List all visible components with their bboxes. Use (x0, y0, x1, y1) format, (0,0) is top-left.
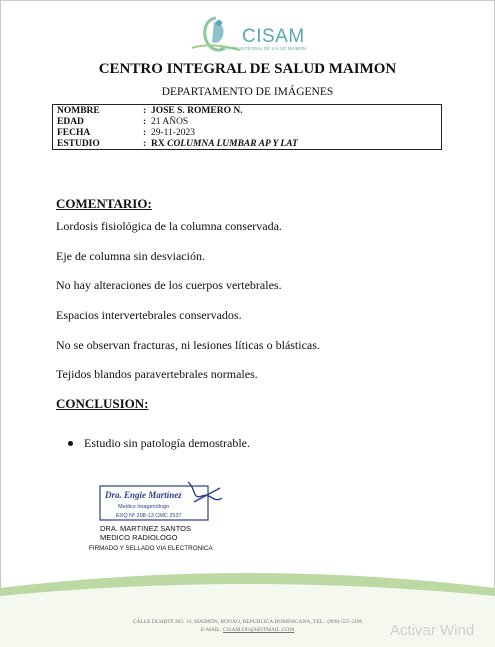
date-label: FECHA (57, 128, 91, 138)
study-value (151, 139, 298, 150)
patient-name-row (57, 106, 437, 117)
separator: : (143, 106, 147, 116)
stamp-ids: EXQ Nº 208-13 CMC 2537 (116, 513, 182, 519)
cisam-logo (190, 14, 310, 56)
email-link[interactable]: CISAM.DO@HOTMAIL.COM (223, 627, 295, 633)
name-label: NOMBRE (57, 106, 100, 116)
footer-address: CALLE DUARTE NO. 13, MAIMÓN, BONAO, REPUBLICA DOMINICANA, TEL.: (809)-525-2196 (132, 619, 363, 625)
study-name: COLUMNA LUMBAR AP Y LAT (167, 139, 298, 149)
signer-role: MEDICO RADIOLOGO (100, 533, 178, 542)
patient-info-box (52, 104, 442, 150)
comment-line: No hay alteraciones de los cuerpos vertebrales. (56, 278, 282, 292)
patient-date-row (57, 128, 437, 139)
separator: : (143, 117, 147, 127)
conclusion-text: Estudio sin patología demostrable. (84, 436, 250, 450)
name-value: JOSE S. ROMERO N. (151, 106, 243, 116)
bullet-icon (68, 441, 73, 446)
stamp-name: Dra. Engie Martínez (105, 490, 182, 500)
signature-stamp (96, 478, 231, 530)
signer-name: DRA. MARTINEZ SANTOS (100, 524, 191, 533)
activation-watermark: Activar Wind (390, 622, 475, 639)
conclusion-heading: CONCLUSION: (56, 396, 149, 411)
report-title: CENTRO INTEGRAL DE SALUD MAIMON (98, 61, 397, 77)
comment-line: Lordosis fisiológica de la columna conservada. (56, 219, 282, 233)
patient-study-row (57, 139, 437, 150)
comment-line: Espacios intervertebrales conservados. (56, 308, 242, 322)
comment-line: No se observan fracturas, ni lesiones líticas o blásticas. (56, 338, 320, 352)
separator: : (143, 128, 147, 138)
logo-subtitle: CENTRO INTEGRAL DE SALUD MAIMON (220, 46, 307, 51)
patient-age-row (57, 117, 437, 128)
department-title: DEPARTAMENTO DE IMÁGENES (161, 86, 334, 98)
comment-line: Eje de columna sin desviación. (56, 249, 205, 263)
age-label: EDAD (57, 117, 84, 127)
signature-note: FIRMADO Y SELLADO VIA ELECTRONICA (89, 545, 213, 552)
separator: : (143, 139, 147, 149)
study-label: ESTUDIO (57, 139, 100, 149)
comment-heading: COMENTARIO: (56, 196, 152, 211)
study-prefix: RX (151, 139, 165, 149)
age-value: 21 AÑOS (151, 117, 189, 127)
stamp-role: Medico Imagenólogo (118, 504, 170, 510)
email-label: E-MAIL: (200, 627, 222, 633)
signer-block (100, 524, 191, 542)
conclusion-item (68, 436, 250, 451)
comment-line: Tejidos blandos paravertebrales normales. (56, 367, 258, 381)
logo-name: CISAM (242, 26, 305, 47)
date-value: 29-11-2023 (151, 128, 195, 138)
signature-stamp-graphic (96, 478, 231, 530)
